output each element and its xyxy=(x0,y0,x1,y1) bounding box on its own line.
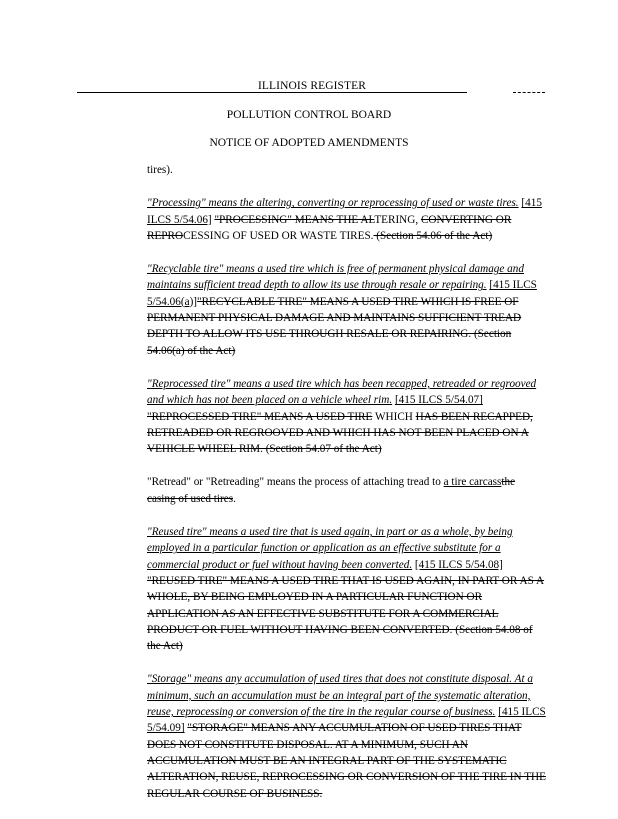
inserted-text: "Reprocessed tire" means a used tire which has been recapped, retreaded or regrooved and which has not been placed on a vehicle wheel rim. xyxy=(147,377,537,407)
definition-paragraph xyxy=(147,474,546,507)
inserted-text: a tire carcass xyxy=(443,476,502,489)
notice-title: NOTICE OF ADOPTED AMENDMENTS xyxy=(209,137,409,149)
deleted-text: CONVERTING OR REPRO xyxy=(147,213,512,242)
header-page-number-blank xyxy=(513,92,545,93)
text-run: "Retread" or "Retreading" means the process of attaching tread to xyxy=(147,476,444,489)
inserted-text: [415 ILCS 5/54.09] xyxy=(147,706,546,735)
definition-paragraph xyxy=(147,376,546,457)
definition-paragraph xyxy=(147,671,546,801)
deleted-text: HAS BEEN RECAPPED, RETREADED OR REGROOVED AND WHICH HAS NOT BEEN PLACED ON A VEHICLE WHEEL RIM. (Section 54.07 of the Act) xyxy=(147,410,533,456)
inserted-text: "Processing" means the altering, converting or reprocessing of used or waste tires. xyxy=(147,197,519,210)
header-rule xyxy=(77,92,467,93)
inserted-text: [415 ILCS 5/54.06] xyxy=(147,197,542,226)
register-title: ILLINOIS REGISTER xyxy=(258,80,367,92)
text-run: WHICH xyxy=(372,410,416,423)
deleted-text: "RECYCLABLE TIRE" MEANS A USED TIRE WHICH IS FREE OF PERMANENT PHYSICAL DAMAGE AND MAINTAINS SUFFICIENT TREAD DEPTH TO ALLOW ITS USE THROUGH RESALE OR REPAIRING. (Section 54.06(a) of the Act) xyxy=(147,295,522,357)
inserted-text: "Reused tire" means a used tire that is used again, in part or as a whole, by being employed in a particular function or application as an effective substitute for a commercial product or fuel without having been converted. xyxy=(147,526,513,571)
inserted-text: [415 ILCS 5/54.07] xyxy=(394,394,483,407)
definition-paragraph xyxy=(147,162,546,178)
definition-paragraph xyxy=(147,195,546,244)
deleted-text: "REUSED TIRE" MEANS A USED TIRE THAT IS USED AGAIN, IN PART OR AS A WHOLE, BY BEING EMPLOYED IN A PARTICULAR FUNCTION OR APPLICATION AS AN EFFECTIVE SUBSTITUTE FOR A COMMERCIAL PRODUCT OR FUEL WITHOUT HAVING BEEN CONVERTED. (Section 54.08 of the Act) xyxy=(147,574,545,653)
deleted-text: (Section 54.06 of the Act) xyxy=(373,229,493,242)
text-run: . xyxy=(233,492,236,505)
board-name: POLLUTION CONTROL BOARD xyxy=(226,109,392,121)
deleted-text: "STORAGE" MEANS ANY ACCUMULATION OF USED TIRES THAT DOES NOT CONSTITUTE DISPOSAL. AT A MINIMUM, SUCH AN ACCUMULATION MUST BE AN INTEGRAL PART OF THE SYSTEMATIC ALTERATION, REUSE, REPROCESSING OR CONVERSION OF THE TIRE IN THE REGULAR COURSE OF BUSINESS. xyxy=(147,722,546,800)
inserted-text: [415 ILCS 5/54.06(a)] xyxy=(147,279,537,308)
definition-paragraph xyxy=(147,524,546,654)
text-run: TERING, xyxy=(374,213,421,226)
definition-paragraph xyxy=(147,261,546,359)
amendment-text-body xyxy=(147,162,546,819)
text-run: tires). xyxy=(147,164,173,176)
inserted-text: "Recyclable tire" means a used tire which is free of permanent physical damage and maintains sufficient tread depth to allow its use through resale or repairing. xyxy=(147,263,524,292)
deleted-text: the casing of used tires xyxy=(147,476,516,505)
register-header xyxy=(0,80,618,94)
inserted-text: [415 ILCS 5/54.08] xyxy=(414,558,503,571)
text-run: CESSING OF USED OR WASTE TIRES. xyxy=(183,229,374,242)
deleted-text: "REPROCESSED TIRE" MEANS A USED TIRE xyxy=(147,410,373,423)
deleted-text: "PROCESSING" MEANS THE AL xyxy=(214,213,375,226)
inserted-text: "Storage" means any accumulation of used tires that does not constitute disposal. At a minimum, such an accumulation must be an integral part of the systematic alteration, reuse, reprocessing or conversion of the tire in the regular course of business. xyxy=(147,673,534,719)
